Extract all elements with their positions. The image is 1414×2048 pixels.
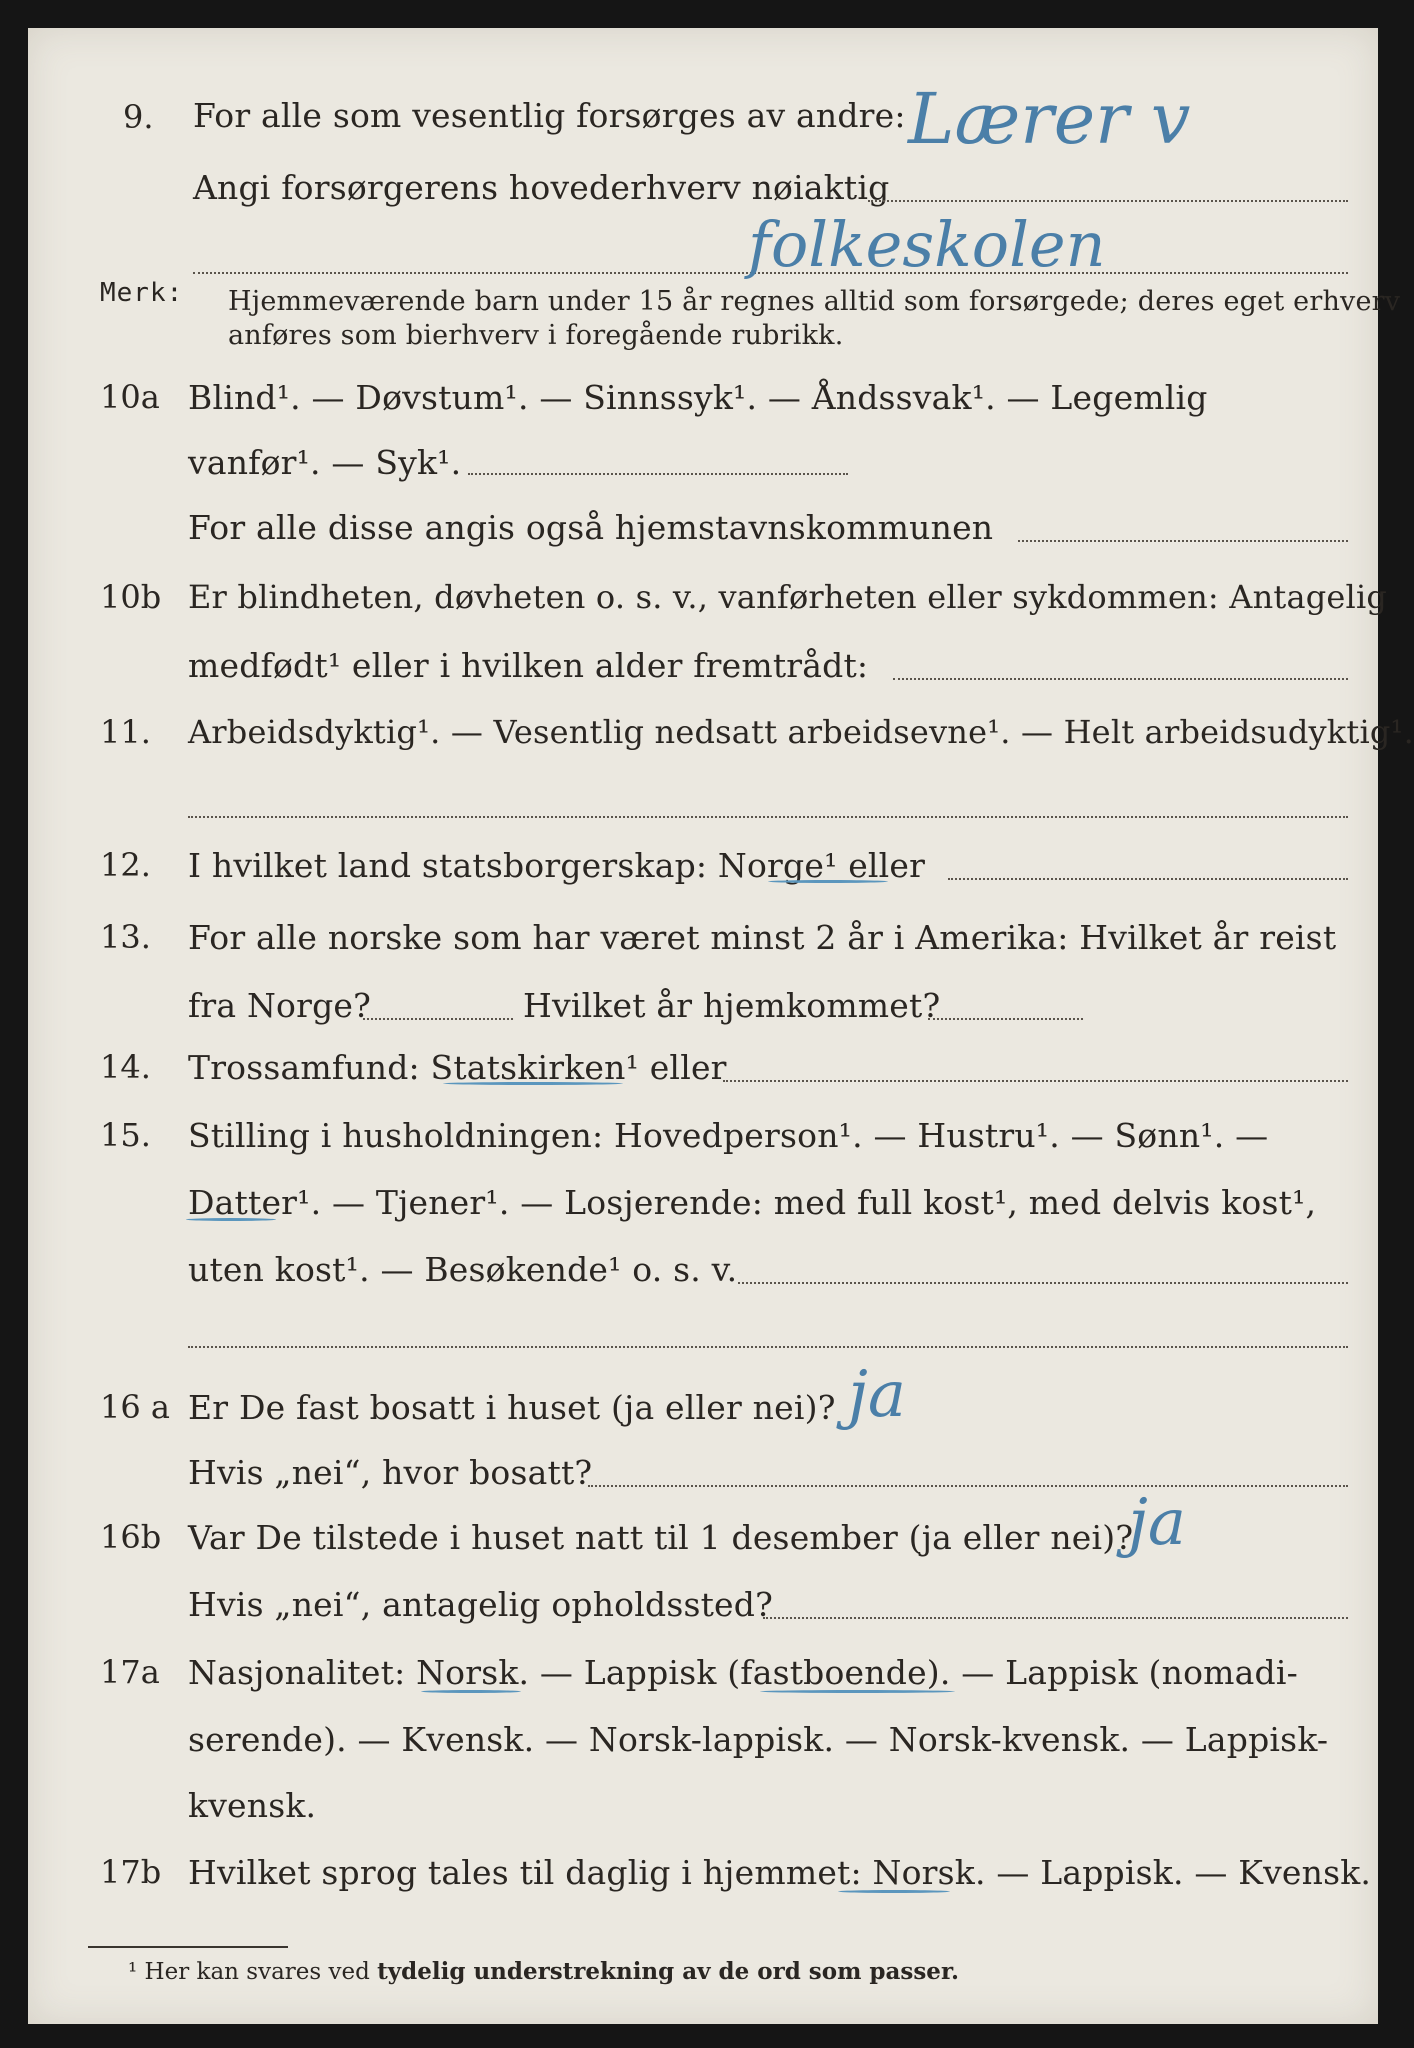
footnote-mark: ¹ bbox=[128, 1959, 138, 1985]
answer-line bbox=[1018, 540, 1348, 542]
note-label: Merk: bbox=[100, 278, 184, 308]
answer-line bbox=[893, 678, 1348, 680]
answer-line bbox=[738, 1282, 1348, 1284]
note-text: Hjemmeværende barn under 15 år regnes alltid som forsørgede; deres eget erhverv bbox=[228, 286, 1401, 317]
question-text: Nasjonalitet: Norsk. — Lappisk (fastboende). — Lappisk (nomadi- bbox=[188, 1653, 1298, 1692]
question-text: For alle som vesentlig forsørges av andre: bbox=[193, 96, 906, 135]
question-text: vanfør¹. — Syk¹. bbox=[188, 443, 462, 482]
question-text: Trossamfund: Statskirken¹ eller bbox=[188, 1048, 727, 1087]
question-text: serende). — Kvensk. — Norsk-lappisk. — Norsk-kvensk. — Lappisk- bbox=[188, 1720, 1329, 1759]
question-text: Blind¹. — Døvstum¹. — Sinnssyk¹. — Åndssvak¹. — Legemlig bbox=[188, 378, 1208, 417]
question-text: Datter¹. — Tjener¹. — Losjerende: med full kost¹, med delvis kost¹, bbox=[188, 1183, 1317, 1222]
question-number: 16b bbox=[100, 1518, 162, 1556]
question-text: medfødt¹ eller i hvilken alder fremtrådt: bbox=[188, 646, 869, 685]
question-text: Hvilket sprog tales til daglig i hjemmet: Norsk. — Lappisk. — Kvensk. bbox=[188, 1853, 1372, 1892]
answer-line bbox=[188, 816, 1348, 818]
handwritten-answer: Lærer v bbox=[908, 78, 1191, 160]
question-text: Var De tilstede i huset natt til 1 desember (ja eller nei)? bbox=[188, 1518, 1134, 1557]
handwritten-answer: folkeskolen bbox=[748, 208, 1106, 281]
answer-line bbox=[763, 1617, 1348, 1619]
question-text: Er De fast bosatt i huset (ja eller nei)? bbox=[188, 1388, 836, 1427]
question-number: 10a bbox=[100, 378, 160, 416]
handwritten-answer: ja bbox=[1128, 1486, 1186, 1560]
answer-line bbox=[723, 1080, 1348, 1082]
question-number: 11. bbox=[100, 713, 151, 751]
question-number: 10b bbox=[100, 578, 162, 616]
answer-line bbox=[188, 1346, 1348, 1348]
answer-underline bbox=[421, 1690, 521, 1693]
answer-underline bbox=[760, 1690, 955, 1693]
question-text: Stilling i husholdningen: Hovedperson¹. — Hustru¹. — Sønn¹. — bbox=[188, 1116, 1269, 1155]
question-number: 15. bbox=[100, 1116, 151, 1154]
question-text: For alle norske som har været minst 2 år i Amerika: Hvilket år reist bbox=[188, 918, 1337, 957]
footnote bbox=[128, 1958, 959, 1985]
question-text: Er blindheten, døvheten o. s. v., vanførheten eller sykdommen: Antagelig bbox=[188, 578, 1388, 616]
answer-line bbox=[468, 473, 848, 475]
question-text: Hvis „nei“, antagelig opholdssted? bbox=[188, 1585, 773, 1624]
question-text: Arbeidsdyktig¹. — Vesentlig nedsatt arbeidsevne¹. — Helt arbeidsudyktig¹. bbox=[188, 713, 1414, 751]
question-text: I hvilket land statsborgerskap: Norge¹ eller bbox=[188, 846, 926, 885]
question-text: Hvilket år hjemkommet? bbox=[523, 986, 941, 1025]
question-number: 14. bbox=[100, 1048, 151, 1086]
question-text: kvensk. bbox=[188, 1786, 317, 1825]
census-form-page bbox=[28, 28, 1414, 2024]
answer-underline bbox=[838, 1890, 950, 1893]
answer-underline bbox=[186, 1218, 276, 1221]
answer-line bbox=[868, 200, 1348, 202]
question-text: fra Norge? bbox=[188, 986, 372, 1025]
answer-underline bbox=[443, 1082, 623, 1085]
question-number: 17a bbox=[100, 1653, 160, 1691]
answer-line bbox=[928, 1018, 1083, 1020]
footnote-text: Her kan svares ved bbox=[144, 1959, 370, 1985]
question-number: 13. bbox=[100, 918, 151, 956]
question-text: Angi forsørgerens hovederhverv nøiaktig bbox=[193, 168, 890, 207]
question-number: 12. bbox=[100, 846, 151, 884]
question-number: 17b bbox=[100, 1853, 162, 1891]
question-number: 16 a bbox=[100, 1388, 170, 1426]
handwritten-answer: ja bbox=[848, 1358, 906, 1432]
answer-line bbox=[363, 1018, 513, 1020]
footnote-rule bbox=[88, 1946, 288, 1948]
note-text: anføres som bierhverv i foregående rubrikk. bbox=[228, 320, 844, 351]
footnote-bold-text: tydelig understrekning av de ord som passer. bbox=[377, 1958, 959, 1985]
answer-line bbox=[948, 878, 1348, 880]
question-text: Hvis „nei“, hvor bosatt? bbox=[188, 1453, 593, 1492]
question-text: uten kost¹. — Besøkende¹ o. s. v. bbox=[188, 1250, 738, 1289]
question-text: For alle disse angis også hjemstavnskommunen bbox=[188, 508, 994, 547]
question-number: 9. bbox=[123, 98, 154, 136]
answer-underline bbox=[768, 880, 888, 883]
answer-line bbox=[588, 1485, 1348, 1487]
